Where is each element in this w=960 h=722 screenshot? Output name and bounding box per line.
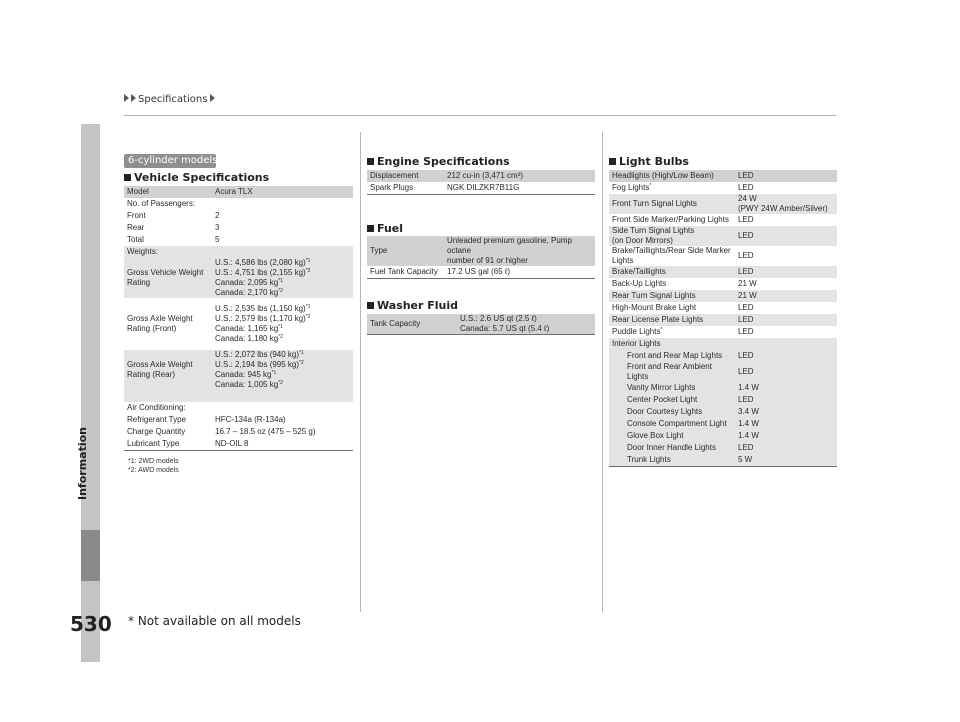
row-label: Center Pocket Light — [609, 394, 735, 406]
square-bullet-icon — [367, 302, 374, 309]
row-label: Tank Capacity — [367, 314, 457, 335]
row-label: Brake/Taillights/Rear Side Marker Lights — [612, 246, 731, 265]
row-value: U.S.: 2,072 lbs (940 kg)$^{*1}$ U.S.: 2,194 lbs (995 kg)$^{*2}$ Canada: 945 $kg^{*1}$ Canada: 1,005 $kg^{*2}$ — [212, 350, 353, 390]
row-label: Puddle Lights* — [612, 327, 663, 336]
table-row — [609, 418, 837, 430]
row-value — [735, 338, 837, 350]
row-label: Brake/Taillights — [609, 266, 735, 278]
row-value: HFC-134a (R-134a) — [215, 415, 286, 424]
table-row — [609, 214, 837, 226]
vehicle-specs-heading: Vehicle Specifications — [124, 171, 269, 184]
row-value: LED — [735, 266, 837, 278]
engine-specs-heading: Engine Specifications — [367, 155, 510, 168]
square-bullet-icon — [609, 158, 616, 165]
table-row — [609, 194, 837, 214]
row-label: Front Side Marker/Parking Lights — [612, 215, 729, 224]
row-value: 2 — [215, 211, 220, 220]
side-strip — [81, 124, 100, 662]
footnote-mark: *1: — [128, 458, 139, 465]
row-value: 3 — [215, 223, 220, 232]
row-value: 21 W — [735, 290, 837, 302]
table-row — [609, 406, 837, 418]
footnote-text: 2WD models — [138, 458, 179, 465]
row-value: 3.4 W — [735, 406, 837, 418]
row-label: No. of Passengers: — [127, 199, 196, 208]
row-value: U.S.: 2.6 US qt (2.5 ℓ) Canada: 5.7 US qt (5.4 ℓ) — [457, 314, 595, 335]
table-row — [609, 226, 837, 246]
row-label: Side Turn Signal Lights (on Door Mirrors) — [609, 226, 735, 246]
row-label: Model — [124, 186, 212, 198]
table-row — [124, 246, 353, 258]
row-label: Weights: — [124, 246, 212, 258]
row-value: 212 cu-in (3,471 cm³) — [444, 170, 595, 182]
row-value: 5 — [215, 235, 220, 244]
table-row — [609, 314, 837, 326]
side-tab-label[interactable]: Information — [76, 427, 89, 500]
square-bullet-icon — [124, 174, 131, 181]
table-row — [124, 222, 353, 234]
row-label: Gross Axle Weight Rating (Rear) — [124, 350, 212, 390]
row-label: Fog Lights* — [612, 183, 652, 192]
side-tab-marker — [81, 530, 100, 581]
table-row — [124, 350, 353, 390]
square-bullet-icon — [367, 158, 374, 165]
row-label: Front and Rear Ambient Lights — [609, 362, 735, 382]
row-label: Door Courtesy Lights — [609, 406, 735, 418]
row-value: LED — [738, 327, 754, 336]
row-label: Refrigerant Type — [127, 415, 186, 424]
row-label: Spark Plugs — [367, 182, 444, 194]
footnotes — [128, 457, 179, 475]
row-label: Gross Vehicle Weight Rating — [124, 258, 212, 298]
table-row — [609, 246, 837, 266]
table-row — [609, 278, 837, 290]
row-label: Gross Axle Weight Rating (Front) — [127, 314, 193, 333]
row-value — [212, 246, 353, 258]
table-row — [124, 438, 353, 450]
table-row — [609, 290, 837, 302]
table-row — [124, 304, 353, 344]
table-row — [609, 454, 837, 466]
row-value: Acura TLX — [212, 186, 353, 198]
table-row — [124, 234, 353, 246]
footnote-text: AWD models — [138, 467, 179, 474]
row-value: U.S.: 4,586 lbs (2,080 kg)$^{*1}$ U.S.: 4,751 lbs (2,155 kg)$^{*2}$ Canada: 2,095 $kg^{*1}$ Canada: 2,170 $kg^{*2}$ — [212, 258, 353, 298]
row-label: Charge Quantity — [127, 427, 186, 436]
row-label: Total — [127, 235, 144, 244]
table-row — [609, 394, 837, 406]
row-label: High-Mount Brake Light — [612, 303, 697, 312]
table-row — [609, 442, 837, 454]
row-label: Front and Rear Map Lights — [609, 350, 735, 362]
row-value: LED — [735, 170, 837, 182]
table-row — [609, 170, 837, 182]
model-badge: 6-cylinder models — [124, 154, 216, 168]
fuel-heading: Fuel — [367, 222, 403, 235]
table-row — [367, 182, 595, 194]
row-value: 16.7 – 18.5 oz (475 – 525 g) — [215, 427, 316, 436]
row-label: Glove Box Light — [609, 430, 735, 442]
triangle-icon — [124, 94, 129, 102]
table-row — [124, 414, 353, 426]
page-number: 530 — [70, 612, 112, 636]
fuel-table — [367, 236, 595, 279]
row-label: Type — [367, 236, 444, 266]
table-row — [609, 382, 837, 394]
square-bullet-icon — [367, 225, 374, 232]
light-bulbs-heading: Light Bulbs — [609, 155, 689, 168]
row-label: Headlights (High/Low Beam) — [609, 170, 735, 182]
table-row — [609, 338, 837, 350]
row-value: 5 W — [735, 454, 837, 466]
row-value: U.S.: 2,535 lbs (1,150 kg)$^{*1}$ U.S.: 2,579 lbs (1,170 kg)$^{*2}$ Canada: 1,165 $kg^{*1}$ Canada: 1,180 $kg^{*2}$ — [215, 304, 311, 343]
row-label: Front Turn Signal Lights — [609, 194, 735, 214]
washer-fluid-heading: Washer Fluid — [367, 299, 458, 312]
table-row — [124, 210, 353, 222]
table-row — [367, 314, 595, 335]
column-divider — [360, 132, 361, 612]
footnote — [128, 457, 179, 466]
footnote — [128, 466, 179, 475]
row-label: Rear Turn Signal Lights — [609, 290, 735, 302]
row-value: 1.4 W — [735, 418, 837, 430]
row-value: LED — [735, 314, 837, 326]
footer-note: * Not available on all models — [128, 614, 301, 628]
row-value — [212, 390, 353, 402]
row-value: LED — [735, 394, 837, 406]
row-label: Trunk Lights — [609, 454, 735, 466]
table-row — [367, 236, 595, 266]
row-label: Vanity Mirror Lights — [609, 382, 735, 394]
table-row — [367, 266, 595, 278]
row-label: Fuel Tank Capacity — [367, 266, 444, 278]
row-label: Displacement — [367, 170, 444, 182]
row-value: LED — [735, 362, 837, 382]
vehicle-specs-table — [124, 186, 353, 451]
table-row — [124, 390, 353, 402]
row-label: Lubricant Type — [124, 438, 212, 450]
table-row — [367, 170, 595, 182]
light-bulbs-table — [609, 170, 837, 467]
row-value: LED — [738, 303, 754, 312]
table-row — [609, 182, 837, 194]
triangle-icon — [210, 94, 215, 102]
row-label: Back-Up Lights — [612, 279, 667, 288]
triangle-icon — [131, 94, 136, 102]
footnote-mark: *2: — [128, 467, 139, 474]
row-value: 17.2 US gal (65 ℓ) — [444, 266, 595, 278]
row-value: Unleaded premium gasoline, Pump octane number of 91 or higher — [444, 236, 595, 266]
row-label: Interior Lights — [609, 338, 735, 350]
table-row — [609, 362, 837, 382]
row-value: LED — [735, 350, 837, 362]
washer-fluid-table — [367, 314, 595, 335]
table-row — [609, 302, 837, 314]
table-row — [124, 402, 353, 414]
row-value: NGK DILZKR7B11G — [444, 182, 595, 194]
table-row — [609, 430, 837, 442]
row-value — [212, 402, 353, 414]
row-value: 21 W — [738, 279, 757, 288]
row-label: Front — [127, 211, 146, 220]
table-row — [124, 426, 353, 438]
column-divider — [602, 132, 603, 612]
row-value: LED — [735, 226, 837, 246]
row-label: Rear License Plate Lights — [609, 314, 735, 326]
table-row — [124, 258, 353, 298]
row-label: Door Inner Handle Lights — [609, 442, 735, 454]
row-value: 1.4 W — [735, 382, 837, 394]
row-label: Rear — [127, 223, 145, 232]
row-label — [124, 390, 212, 402]
row-value: ND-OIL 8 — [212, 438, 353, 450]
row-value: LED — [738, 183, 754, 192]
row-value: 1.4 W — [735, 430, 837, 442]
row-value — [212, 198, 353, 210]
table-row — [124, 198, 353, 210]
engine-specs-table — [367, 170, 595, 195]
breadcrumb-label: Specifications — [138, 94, 208, 105]
breadcrumb[interactable] — [124, 94, 217, 105]
row-value: 24 W (PWY 24W Amber/Silver) — [735, 194, 837, 214]
row-value: LED — [738, 251, 754, 260]
row-value: LED — [735, 442, 837, 454]
row-label: Console Compartment Light — [609, 418, 735, 430]
header-rule — [124, 115, 836, 116]
table-row — [609, 326, 837, 338]
table-row — [609, 266, 837, 278]
table-row — [609, 350, 837, 362]
table-row — [124, 186, 353, 198]
row-label: Air Conditioning: — [127, 403, 186, 412]
row-value: LED — [738, 215, 754, 224]
